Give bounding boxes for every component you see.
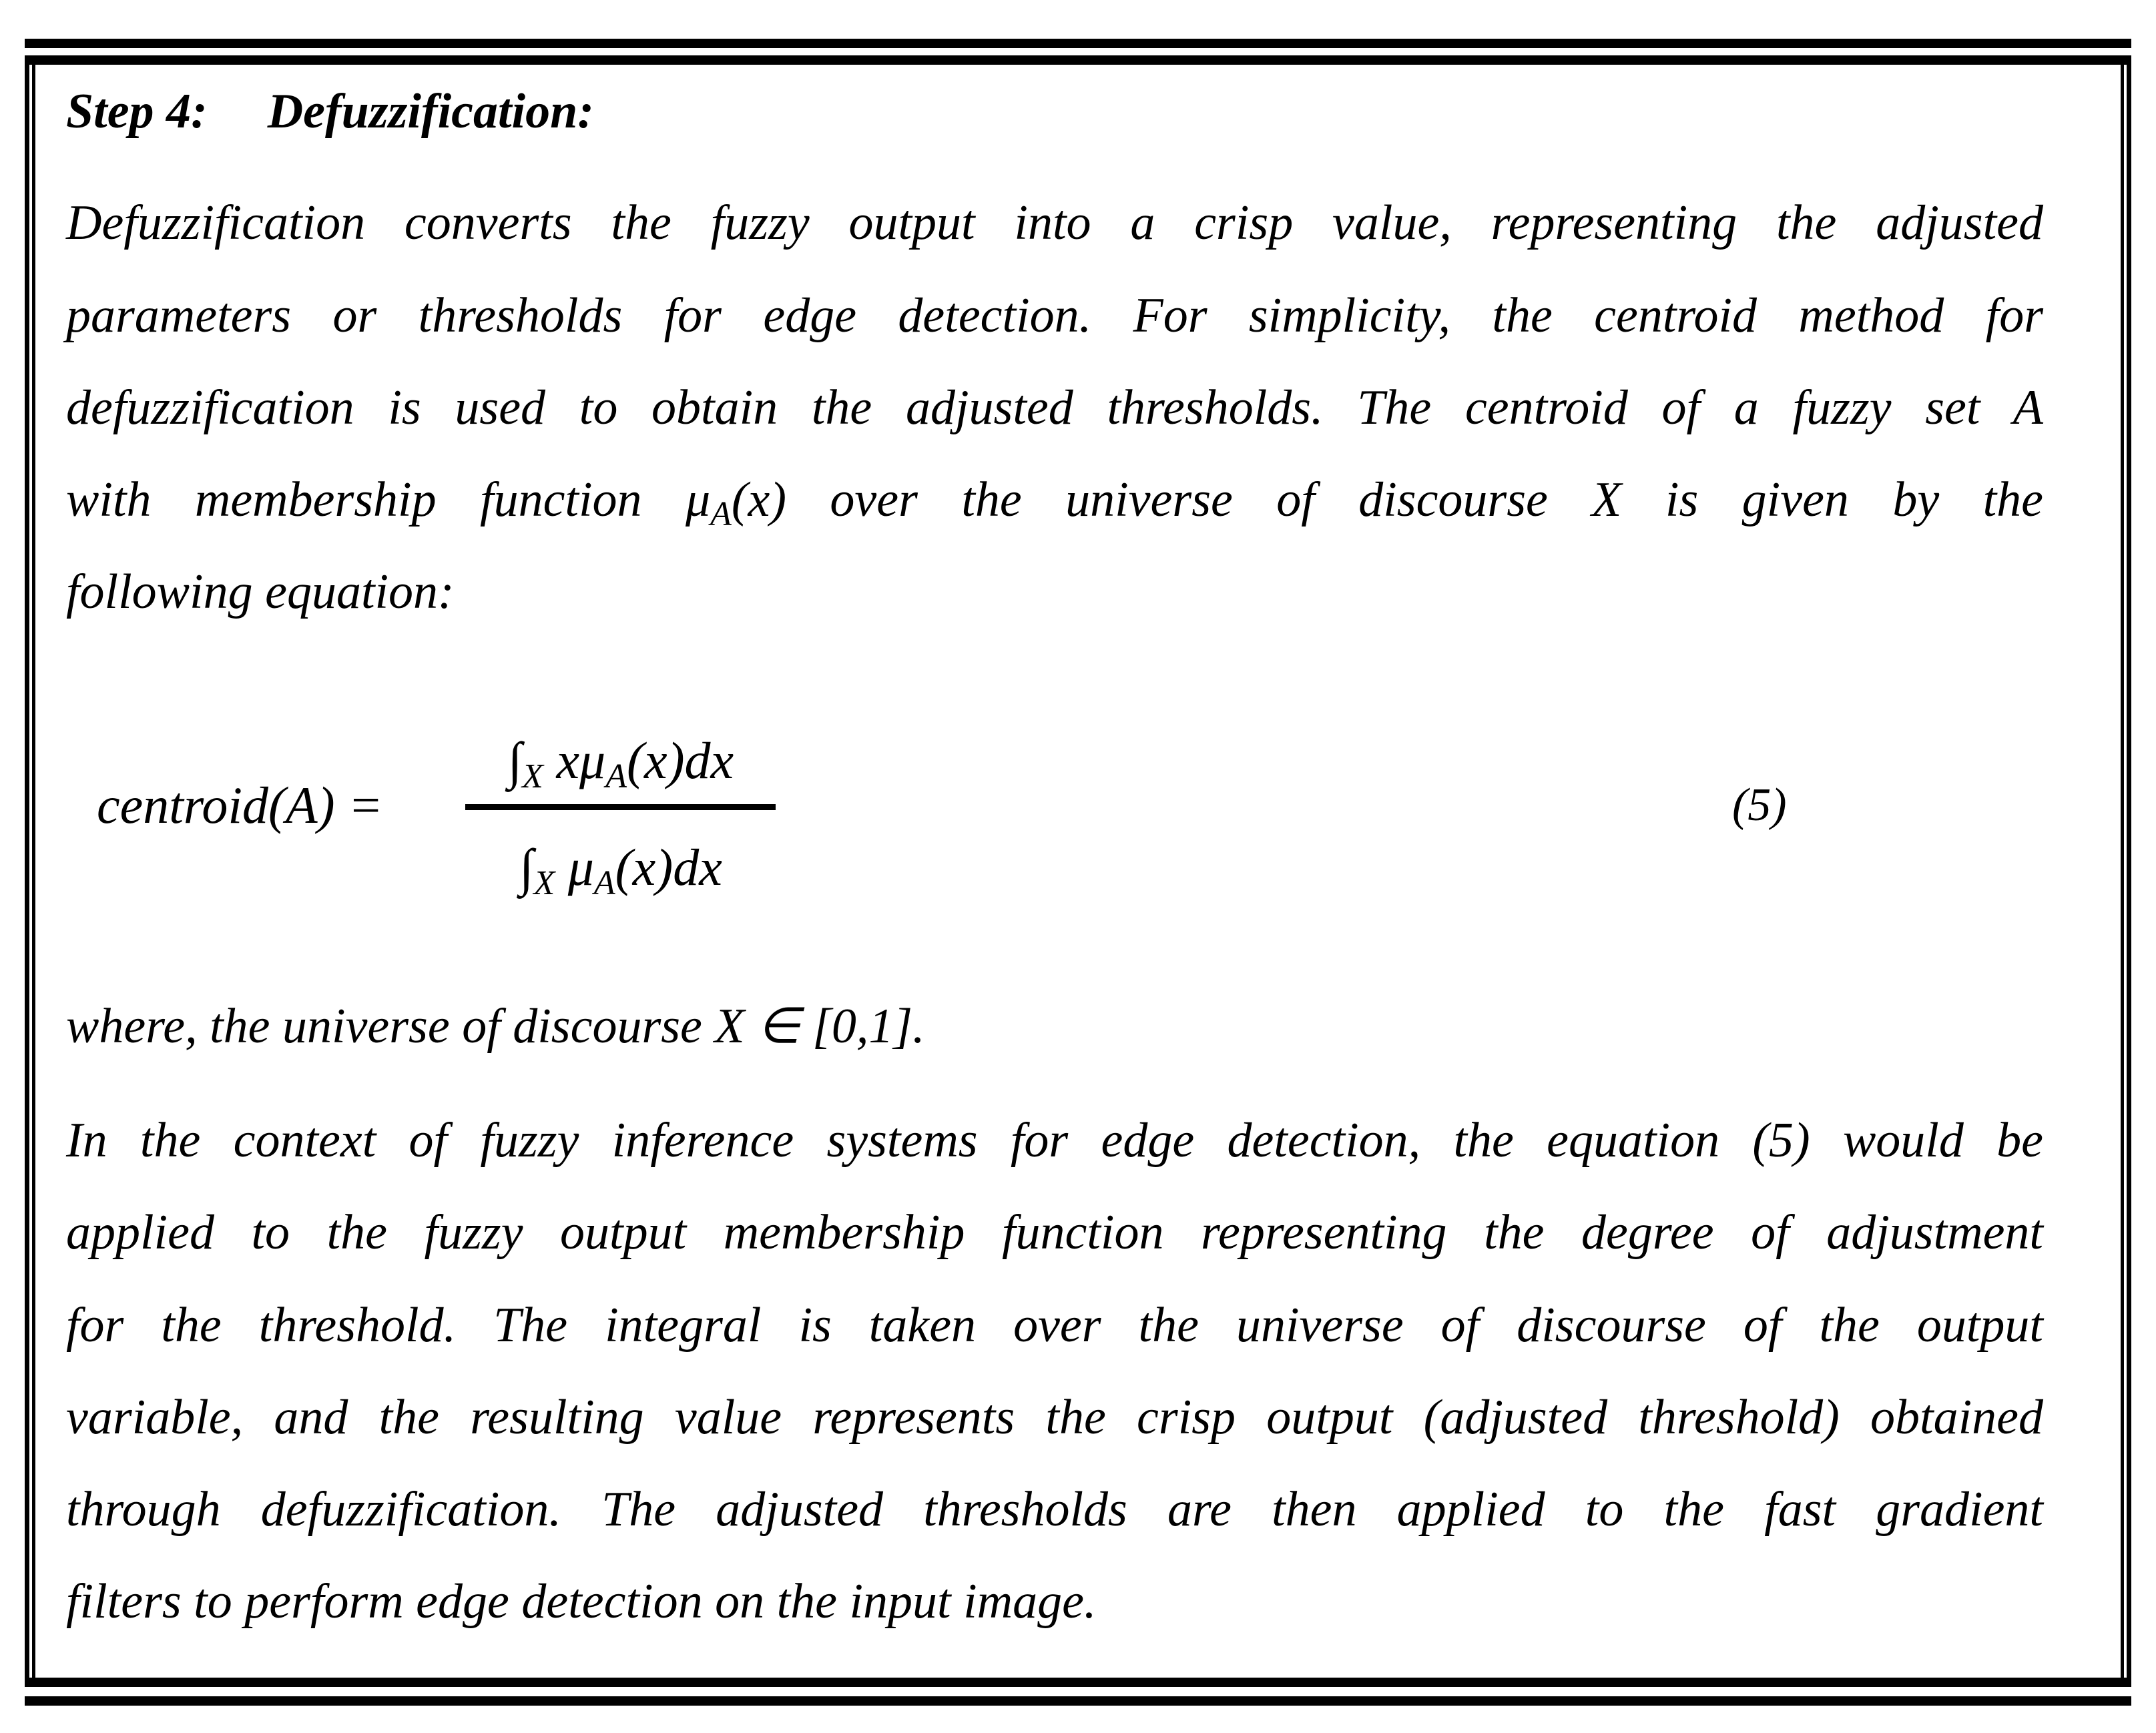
- where-line: where, the universe of discourse X ∈ [0,1].: [66, 999, 925, 1054]
- bottom-outer-rule: [25, 1696, 2131, 1706]
- paragraph1-line: with membership function $\mu_A(x)$ over the universe of discourse X is given by the: [66, 472, 2043, 533]
- paragraph2-line: In the context of fuzzy inference systems for edge detection, the equation (5) would be: [66, 1113, 2043, 1168]
- section-heading: [66, 81, 594, 141]
- equation-lhs: centroid(A) =: [97, 776, 383, 834]
- step-label: Step 4:: [66, 84, 208, 139]
- paragraph2-line: filters to perform edge detection on the input image.: [66, 1574, 1097, 1629]
- paragraph2-line: variable, and the resulting value represents the crisp output (adjusted threshold) obtained: [66, 1390, 2043, 1445]
- paragraph1-line: defuzzification is used to obtain the adjusted thresholds. The centroid of a fuzzy set A: [66, 380, 2043, 435]
- frame-left-thick: [25, 55, 29, 1687]
- step-title: Defuzzification:: [267, 84, 594, 139]
- paragraph2-line: through defuzzification. The adjusted thresholds are then applied to the fast gradient: [66, 1482, 2043, 1537]
- top-outer-rule: [25, 39, 2131, 48]
- fraction-bar: [465, 804, 776, 810]
- paragraph2-line: for the threshold. The integral is taken over the universe of discourse of the output: [66, 1298, 2043, 1353]
- frame-top-border: [25, 55, 2131, 65]
- equation-number: (5): [1732, 779, 1787, 831]
- frame-left-thin: [32, 55, 35, 1687]
- frame-right-thick: [2127, 55, 2131, 1687]
- equation-denominator: $\int_X$ $\mu_A(x)dx$: [519, 838, 722, 902]
- paragraph1-line: parameters or thresholds for edge detection. For simplicity, the centroid method for: [66, 288, 2043, 343]
- paragraph1-line: Defuzzification converts the fuzzy output into a crisp value, representing the adjusted: [66, 196, 2043, 250]
- paragraph1-line: following equation:: [66, 565, 455, 619]
- paragraph2-line: applied to the fuzzy output membership function representing the degree of adjustment: [66, 1205, 2043, 1260]
- equation-numerator: $\int_X$ $x\mu_A(x)dx$: [507, 731, 734, 795]
- frame-bottom-border: [25, 1678, 2131, 1687]
- frame-right-thin: [2121, 55, 2124, 1687]
